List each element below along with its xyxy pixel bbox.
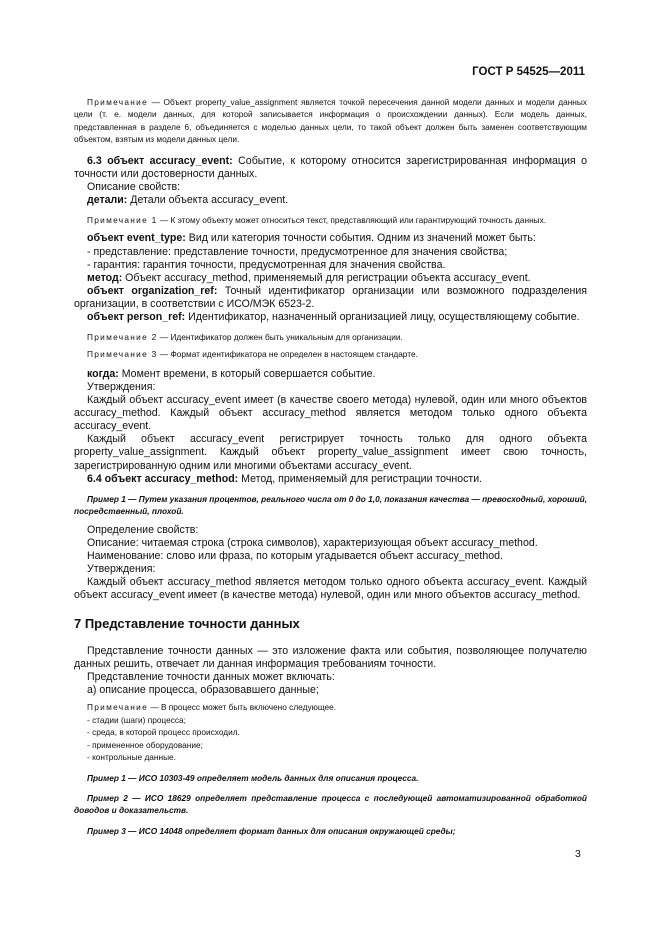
section-6-3 bbox=[74, 155, 587, 181]
example-1: Пример 1 — Путем указания процентов, реального числа от 0 до 1,0, показания качества — превосходный, хороший, посредственный, плохой. bbox=[74, 493, 588, 517]
defs-title: Определение свойств: bbox=[87, 523, 199, 536]
list-item: - среда, в которой процесс происходил. bbox=[87, 727, 240, 738]
claim: Каждый объект accuracy_event имеет (в качестве своего метода) нулевой, один или много объектов accuracy_method. Каждый объект accuracy_method является методом только одного объекта accuracy_event. bbox=[74, 394, 587, 433]
section-text: Метод, применяемый для регистрации точности. bbox=[238, 472, 483, 485]
note-text: — Объект property_value_assignment является точкой пересечения данной модели данных и модели данных цели (т. е. модели данных, для которой записывается информация о происхождении данных). Если модель данных, представленная в разделе 6, объединяется с моделью данных цели, то такой объект должен быть заменен соответствующим объектом, взятым из модели данных цели. bbox=[74, 97, 587, 145]
paragraph: Представление точности данных — это изложение факта или события, позволяющее получателю данных решить, отвечает ли данная информация требованиям точности. bbox=[74, 645, 587, 671]
note-process bbox=[74, 701, 587, 713]
note-text: — Формат идентификатора не определен в настоящем стандарте. bbox=[157, 349, 418, 360]
section-7-heading: 7 Представление точности данных bbox=[74, 616, 300, 632]
note-label: Примечание 1 bbox=[87, 215, 158, 225]
claims-title: Утверждения: bbox=[87, 380, 156, 393]
note-text: — В процесс может быть включено следующее. bbox=[148, 702, 337, 713]
props-title: Описание свойств: bbox=[87, 180, 181, 193]
note-2 bbox=[74, 331, 587, 343]
example-3: Пример 3 — ИСО 14048 определяет формат данных для описания окружающей среды; bbox=[87, 825, 456, 836]
page-number: 3 bbox=[575, 848, 581, 860]
page-content bbox=[74, 96, 587, 837]
def-label: объект organization_ref: bbox=[87, 284, 218, 297]
organization-ref-def bbox=[74, 285, 587, 311]
def-text: Вид или категория точности события. Одним из значений может быть: bbox=[185, 232, 536, 245]
note-text: — Идентификатор должен быть уникальным для организации. bbox=[157, 332, 403, 343]
claims-title: Утверждения: bbox=[87, 562, 156, 575]
section-6-4 bbox=[74, 473, 587, 486]
document-code: ГОСТ Р 54525—2011 bbox=[472, 66, 585, 78]
def-text: Детали объекта accuracy_event. bbox=[127, 193, 289, 206]
def-name: Наименование: слово или фраза, по которым угадывается объект accuracy_method. bbox=[87, 549, 503, 562]
note-label: Примечание 3 bbox=[87, 349, 158, 360]
def-text: Точный идентификатор организации или возможного подразделения организации, в соответствии с ИСО/МЭК 6523-2. bbox=[74, 284, 588, 310]
list-item: - контрольные данные. bbox=[87, 752, 176, 763]
def-text: Момент времени, в который совершается событие. bbox=[118, 367, 376, 380]
def-description: Описание: читаемая строка (строка символов), характеризующая объект accuracy_method. bbox=[87, 536, 538, 549]
paragraph: а) описание процесса, образовавшего данные; bbox=[87, 684, 319, 697]
example-2: Пример 2 — ИСО 18629 определяет представление процесса с последующей автоматизированной обработкой доводов и доказательств. bbox=[74, 792, 587, 816]
note-3 bbox=[74, 348, 587, 360]
section-text: Событие, к которому относится зарегистрированная информация о точности или достоверности данных. bbox=[74, 154, 587, 180]
method-def bbox=[74, 272, 587, 285]
list-item: - примененное оборудование; bbox=[87, 739, 203, 750]
def-label: когда: bbox=[87, 367, 119, 380]
def-text: Объект accuracy_method, применяемый для регистрации объекта accuracy_event. bbox=[122, 271, 531, 284]
event-type-def bbox=[74, 232, 587, 245]
note-label: Примечание bbox=[87, 97, 149, 107]
list-item: - стадии (шаги) процесса; bbox=[87, 714, 186, 725]
def-label: детали: bbox=[87, 193, 128, 206]
def-label: метод: bbox=[87, 271, 123, 284]
claim: Каждый объект accuracy_method является методом только одного объекта accuracy_event. Каждый объект accuracy_event имеет (в качестве метода) нулевой, один или много объектов accuracy_method. bbox=[74, 575, 587, 601]
details-def bbox=[74, 194, 587, 207]
def-label: объект event_type: bbox=[87, 232, 186, 245]
def-text: Идентификатор, назначенный организацией лицу, осуществляющему событие. bbox=[185, 310, 580, 323]
def-label: объект person_ref: bbox=[87, 310, 186, 323]
list-item: - гарантия: гарантия точности, предусмотренная для значения свойства. bbox=[87, 258, 446, 271]
note-1 bbox=[74, 214, 587, 226]
note-intro bbox=[74, 96, 587, 146]
section-heading: 6.4 объект accuracy_method: bbox=[87, 472, 239, 485]
person-ref-def bbox=[74, 311, 587, 324]
note-label: Примечание bbox=[87, 702, 149, 713]
note-label: Примечание 2 bbox=[87, 332, 158, 343]
example-1: Пример 1 — ИСО 10303-49 определяет модель данных для описания процесса. bbox=[87, 772, 419, 783]
list-item: - представление: представление точности, предусмотренное для значения свойства; bbox=[87, 245, 508, 258]
paragraph: Представление точности данных может включать: bbox=[87, 671, 335, 684]
claim: Каждый объект accuracy_event регистрирует точность только для одного объекта property_value_assignment. Каждый объект property_value_assignment имеет свою точность, зарегистрированную одним или многими объектами accuracy_event. bbox=[74, 433, 587, 472]
note-text: — К этому объекту может относиться текст, представляющий или гарантирующий точность данных. bbox=[157, 215, 547, 225]
when-def bbox=[74, 368, 587, 381]
section-heading: 6.3 объект accuracy_event: bbox=[87, 154, 233, 167]
